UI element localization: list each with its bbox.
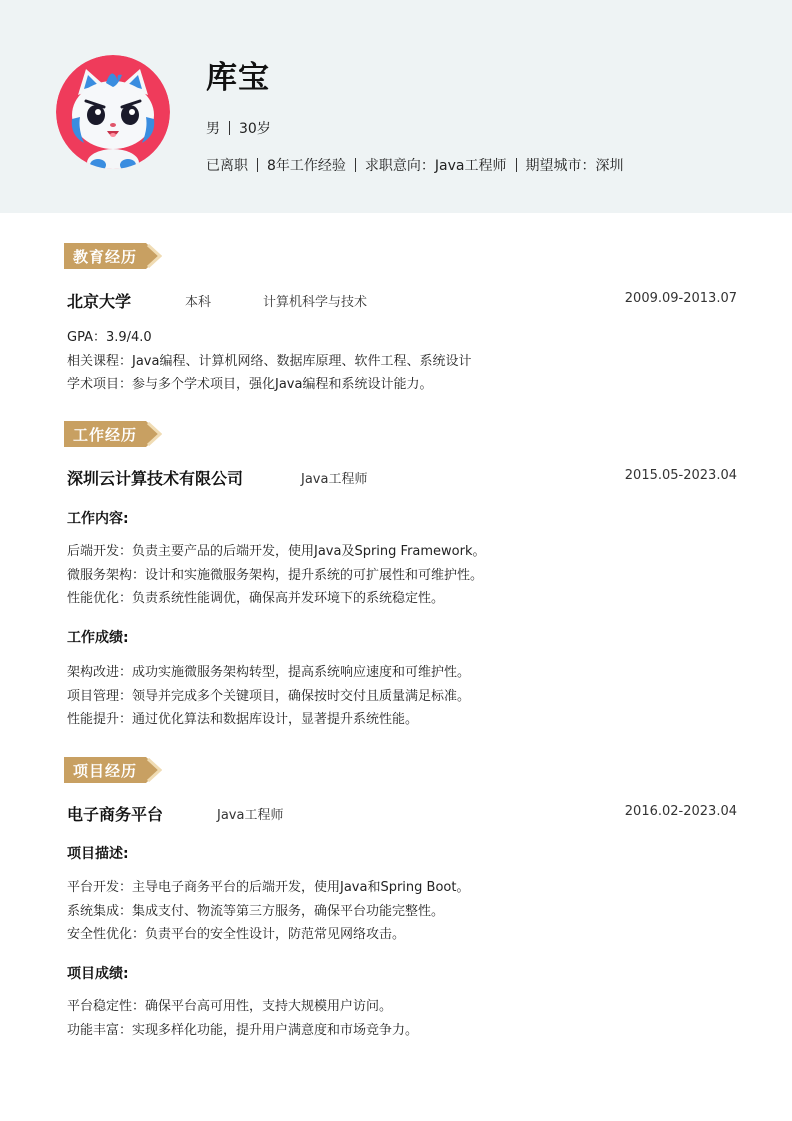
avatar: [56, 55, 170, 169]
candidate-name: 库宝: [206, 60, 270, 96]
education-details: [67, 326, 737, 397]
education-date: 2009.09-2013.07: [624, 291, 737, 306]
list-item: 性能优化：负责系统性能调优，确保高并发环境下的系统稳定性。: [67, 591, 445, 606]
cat-mascot-icon: [56, 55, 170, 169]
project-description-heading: 项目描述:: [67, 846, 129, 862]
work-experience: 8年工作经验: [267, 158, 346, 174]
gender: 男: [206, 121, 220, 137]
list-item: 功能丰富：实现多样化功能，提升用户满意度和市场竞争力。: [67, 1022, 419, 1038]
education-entry-header: [67, 289, 737, 313]
section-title-education: [64, 243, 160, 269]
project-description-list: [67, 876, 737, 947]
age: 30岁: [239, 121, 271, 137]
project-achievements-list: [67, 995, 737, 1042]
major: 计算机科学与技术: [263, 295, 368, 310]
list-item: 学术项目：参与多个学术项目，强化Java编程和系统设计能力。: [67, 377, 433, 392]
list-item: 平台开发：主导电子商务平台的后端开发，使用Java和Spring Boot。: [67, 880, 470, 895]
expected-city: 期望城市：深圳: [525, 158, 624, 174]
work-entry-header: [67, 466, 737, 490]
basic-info-row: [206, 118, 271, 138]
list-item: 项目管理：领导并完成多个关键项目，确保按时交付且质量满足标准。: [67, 688, 471, 704]
list-item: 架构改进：成功实施微服务架构转型，提高系统响应速度和可维护性。: [67, 665, 471, 680]
list-item: 微服务架构：设计和实施微服务架构，提升系统的可扩展性和可维护性。: [67, 567, 484, 583]
list-item: 相关课程：Java编程、计算机网络、数据库原理、软件工程、系统设计: [67, 353, 472, 369]
section-title-work: [64, 421, 160, 447]
project-name: 电子商务平台: [67, 805, 164, 824]
divider: [229, 121, 230, 135]
list-item: 安全性优化：负责平台的安全性设计，防范常见网络攻击。: [67, 927, 406, 942]
work-date: 2015.05-2023.04: [624, 468, 737, 483]
list-item: 性能提升：通过优化算法和数据库设计，显著提升系统性能。: [67, 712, 419, 727]
job-role: Java工程师: [301, 472, 368, 487]
divider: [516, 158, 517, 172]
list-item: 平台稳定性：确保平台高可用性，支持大规模用户访问。: [67, 999, 393, 1014]
project-role: Java工程师: [217, 808, 284, 823]
resume-header: [0, 0, 792, 213]
divider: [355, 158, 356, 172]
project-date: 2016.02-2023.04: [624, 804, 737, 819]
project-entry-header: [67, 802, 737, 826]
section-title-text: 工作经历: [73, 426, 138, 444]
list-item: 系统集成：集成支付、物流等第三方服务，确保平台功能完整性。: [67, 903, 445, 919]
work-achievements-heading: 工作成绩:: [67, 630, 129, 646]
work-content-list: [67, 540, 737, 611]
section-title-text: 教育经历: [73, 248, 138, 266]
job-info-row: [206, 155, 624, 175]
list-item: GPA：3.9/4.0: [67, 330, 152, 345]
list-item: 后端开发：负责主要产品的后端开发，使用Java及Spring Framework。: [67, 544, 486, 559]
work-content-heading: 工作内容:: [67, 511, 129, 527]
company-name: 深圳云计算技术有限公司: [67, 469, 244, 488]
section-title-project: [64, 757, 160, 783]
divider: [257, 158, 258, 172]
section-title-text: 项目经历: [73, 762, 138, 780]
work-achievements-list: [67, 661, 737, 732]
school-name: 北京大学: [67, 292, 132, 311]
project-achievements-heading: 项目成绩:: [67, 966, 129, 982]
job-intention: 求职意向：Java工程师: [364, 158, 507, 174]
degree: 本科: [185, 295, 212, 310]
employment-status: 已离职: [206, 158, 248, 174]
